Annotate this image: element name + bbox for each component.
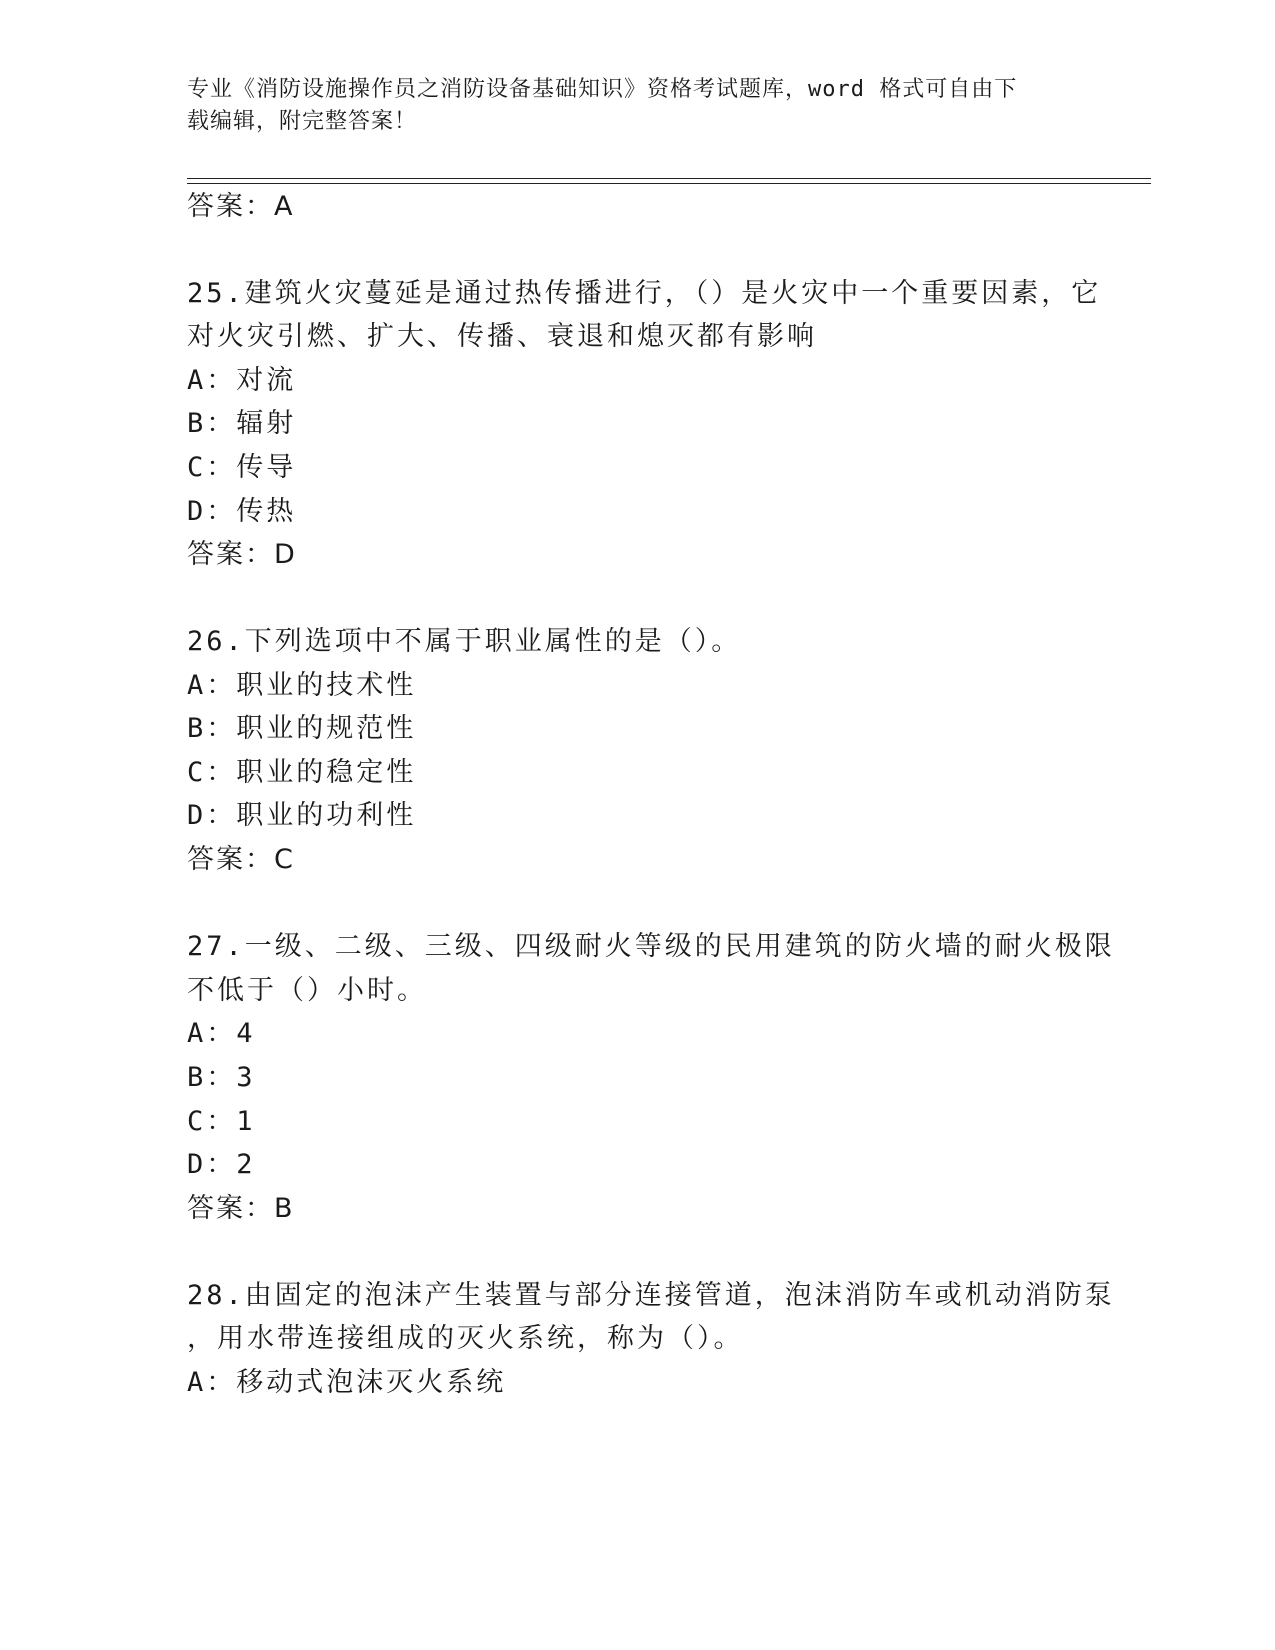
question-27-option-a: A：4 <box>187 1018 256 1049</box>
question-26-stem-line-1: 26.下列选项中不属于职业属性的是（）。 <box>187 626 742 657</box>
question-27-option-c: C：1 <box>187 1106 256 1137</box>
question-26-option-a: A：职业的技术性 <box>187 670 417 701</box>
header-line-2: 载编辑，附完整答案！ <box>187 109 418 134</box>
question-28-stem-line-2: ，用水带连接组成的灭火系统，称为（）。 <box>187 1323 744 1354</box>
question-25-stem-line-2: 对火灾引燃、扩大、传播、衰退和熄灭都有影响 <box>187 321 817 352</box>
previous-answer: 答案：A <box>187 191 295 222</box>
question-25-option-d: D：传热 <box>187 496 297 527</box>
question-28-option-a: A：移动式泡沫灭火系统 <box>187 1367 507 1398</box>
header-divider-top <box>187 178 1151 179</box>
question-26-option-b: B：职业的规范性 <box>187 713 417 744</box>
question-26-answer: 答案：C <box>187 844 295 875</box>
header-divider-bottom <box>187 183 1151 184</box>
question-27-option-d: D：2 <box>187 1149 256 1180</box>
question-27-option-b: B：3 <box>187 1062 256 1093</box>
question-25-answer: 答案：D <box>187 539 297 570</box>
question-25-option-c: C：传导 <box>187 452 297 483</box>
question-25-stem-line-1: 25.建筑火灾蔓延是通过热传播进行，（）是火灾中一个重要因素，它 <box>187 278 1102 309</box>
question-28-stem-line-1: 28.由固定的泡沫产生装置与部分连接管道，泡沫消防车或机动消防泵 <box>187 1280 1115 1311</box>
question-25-option-a: A：对流 <box>187 365 297 396</box>
question-26-option-c: C：职业的稳定性 <box>187 757 417 788</box>
question-27-stem-line-1: 27.一级、二级、三级、四级耐火等级的民用建筑的防火墙的耐火极限 <box>187 931 1115 962</box>
question-27-answer: 答案：B <box>187 1193 295 1224</box>
question-27-stem-line-2: 不低于（）小时。 <box>187 975 427 1006</box>
question-25-option-b: B：辐射 <box>187 408 297 439</box>
question-26-option-d: D：职业的功利性 <box>187 800 417 831</box>
header-line-1: 专业《消防设施操作员之消防设备基础知识》资格考试题库，word 格式可自由下 <box>187 77 1018 102</box>
document-header <box>187 74 1067 138</box>
